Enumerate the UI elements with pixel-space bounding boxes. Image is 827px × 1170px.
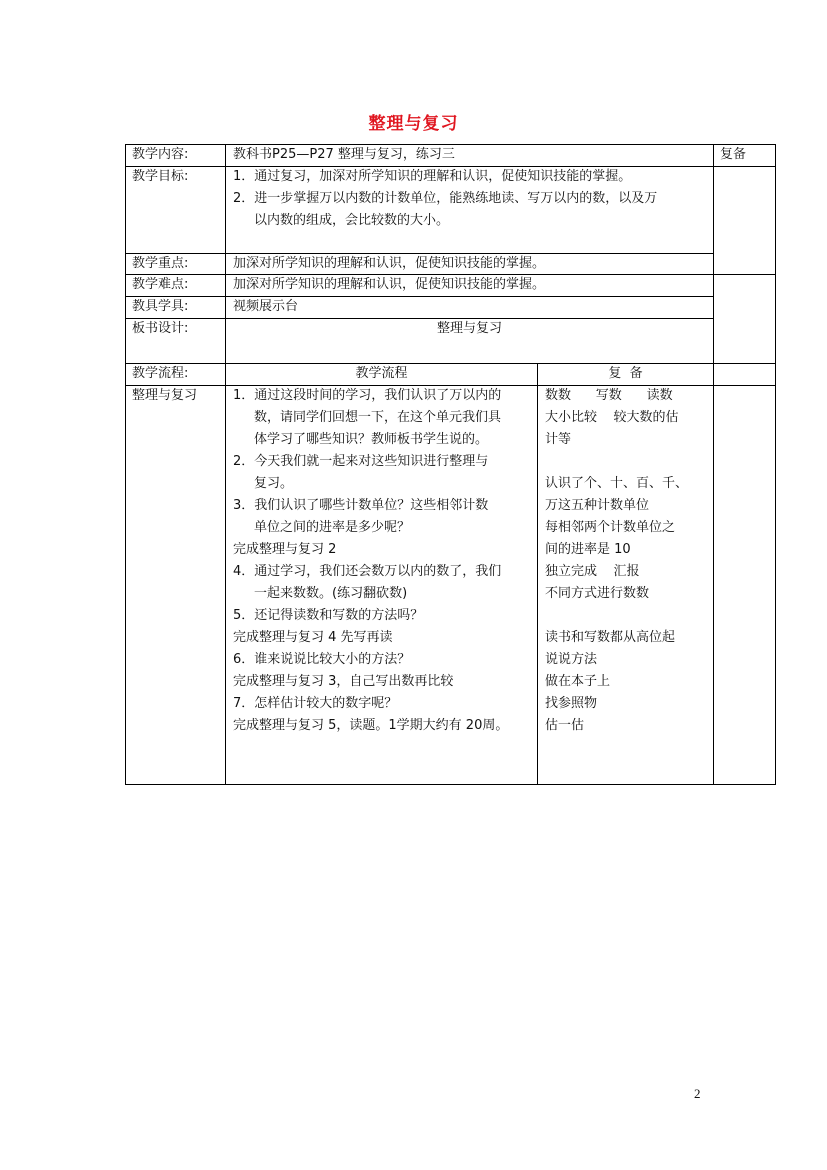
tools-value: 视频展示台 [233, 299, 299, 314]
flow-step: 完成整理与复习 5，读题。1学期大约有 20周。 [233, 718, 509, 733]
flow-step: 5．还记得读数和写数的方法吗？ [233, 608, 424, 623]
flow-step: 完成整理与复习 4 先写再读 [233, 630, 393, 645]
flow-step: 一起来数数。(练习翻砍数) [254, 586, 408, 601]
key-points-label: 教学重点: [132, 256, 189, 271]
note-line: 不同方式进行数数 [545, 586, 650, 601]
flow-step: 1．通过这段时间的学习，我们认识了万以内的 [233, 388, 502, 403]
flow-step: 完成整理与复习 2 [233, 542, 337, 557]
page-number: 2 [694, 1086, 701, 1101]
revision-note-header: 复备 [720, 147, 747, 162]
goal-line: 以内数的组成，会比较数的大小。 [254, 213, 450, 228]
notes-column-header: 复 备 [608, 366, 643, 381]
note-line: 万这五种计数单位 [545, 498, 650, 513]
flow-step: 复习。 [254, 476, 294, 491]
note-line: 估一估 [545, 718, 585, 733]
goal-line: 1．通过复习，加深对所学知识的理解和认识，促使知识技能的掌握。 [233, 169, 632, 184]
flow-step: 2．今天我们就一起来对这些知识进行整理与 [233, 454, 489, 469]
difficult-points-label: 教学难点: [132, 277, 189, 292]
flow-column-header: 教学流程 [355, 366, 408, 381]
board-design-label: 板书设计: [132, 321, 189, 336]
flow-label: 教学流程: [132, 366, 189, 381]
goal-line: 2．进一步掌握万以内数的计数单位，能熟练地读、写万以内的数，以及万 [233, 191, 658, 206]
tools-label: 教具学具: [132, 299, 189, 314]
note-line: 间的进率是 10 [545, 542, 631, 557]
board-design-value: 整理与复习 [436, 321, 502, 336]
note-line: 找参照物 [545, 696, 598, 711]
note-line: 大小比较 较大数的估 [545, 410, 679, 425]
note-line: 每相邻两个计数单位之 [545, 520, 676, 535]
content-value: 教科书P25—P27 整理与复习，练习三 [233, 147, 455, 162]
note-line: 认识了个、十、百、千、 [545, 476, 689, 491]
goals-label: 教学目标: [132, 169, 189, 184]
flow-step: 4．通过学习，我们还会数万以内的数了，我们 [233, 564, 502, 579]
flow-section-label: 整理与复习 [132, 388, 198, 403]
note-line: 做在本子上 [545, 674, 611, 689]
key-points-value: 加深对所学知识的理解和认识，促使知识技能的掌握。 [233, 256, 546, 271]
difficult-points-value: 加深对所学知识的理解和认识，促使知识技能的掌握。 [233, 277, 546, 292]
note-line: 计等 [545, 432, 572, 447]
flow-step: 7．怎样估计较大的数字呢？ [233, 696, 398, 711]
flow-step: 体学习了哪些知识？教师板书学生说的。 [254, 432, 489, 447]
flow-step: 数，请同学们回想一下，在这个单元我们具 [254, 410, 502, 425]
note-line: 读书和写数都从高位起 [545, 630, 676, 645]
content-label: 教学内容: [132, 147, 189, 162]
flow-step: 3．我们认识了哪些计数单位？这些相邻计数 [233, 498, 489, 513]
note-line: 数数 写数 读数 [545, 388, 673, 403]
note-line: 独立完成 汇报 [545, 564, 640, 579]
flow-step: 6．谁来说说比较大小的方法？ [233, 652, 411, 667]
page-title: 整理与复习 [368, 114, 459, 134]
flow-step: 单位之间的进率是多少呢？ [254, 520, 411, 535]
note-line: 说说方法 [545, 652, 598, 667]
flow-step: 完成整理与复习 3，自己写出数再比较 [233, 674, 454, 689]
